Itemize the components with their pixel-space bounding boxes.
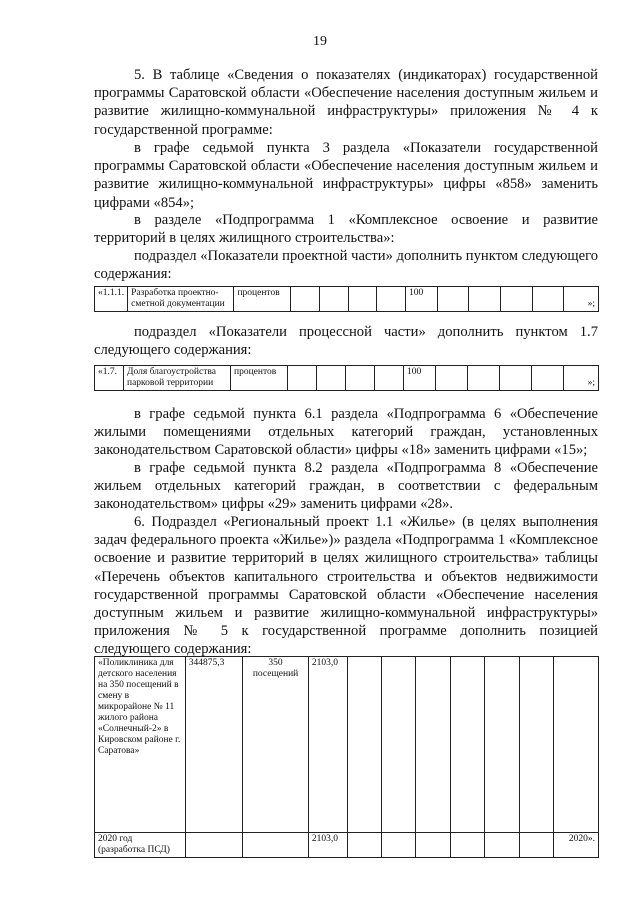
empty-cell — [437, 287, 469, 312]
empty-cell — [317, 366, 346, 391]
year-amount: 2103,0 — [308, 833, 347, 858]
empty-cell — [532, 366, 564, 391]
empty-cell — [320, 287, 349, 312]
empty-cell — [485, 833, 519, 858]
object-capacity: 350 посещений — [243, 657, 309, 833]
empty-cell — [436, 366, 468, 391]
paragraph-subprogram-6: в графе седьмой пункта 6.1 раздела «Подпрограмма 6 «Обеспечение жилыми помещениями отдельных категорий граждан, установленных законодательством Саратовской области» цифры «18» заменить цифрами «15»; — [94, 406, 598, 459]
indicator-table-1-7 — [94, 365, 599, 391]
row-number: «1.7. — [95, 366, 124, 391]
paragraph-subprogram-1: в разделе «Подпрограмма 1 «Комплексное освоение и развитие территорий в целях жилищного строительства»: — [94, 212, 598, 247]
year-label: 2020 год (разработка ПСД) — [95, 833, 186, 858]
empty-cell — [346, 366, 375, 391]
empty-cell — [243, 833, 309, 858]
empty-cell — [185, 833, 242, 858]
row-end: 2020». — [554, 833, 599, 858]
paragraph-5-intro: 5. В таблице «Сведения о показателях (индикаторах) государственной программы Саратовской области «Обеспечение населения доступным жильем и развитие жилищно-коммунальной инфраструктуры» приложения № 4 к государственной программе: — [94, 67, 598, 138]
empty-cell — [485, 657, 519, 833]
paragraph-subprogram-8: в графе седьмой пункта 8.2 раздела «Подпрограмма 8 «Обеспечение жильем отдельных категорий граждан, в соответствии с федеральным законодательством» цифры «29» заменить цифрами «28». — [94, 460, 598, 513]
empty-cell — [501, 287, 533, 312]
object-name: «Поликлиника для детского населения на 350 посещений в смену в микрорайоне № 11 жилого района «Солнечный-2» в Кировском районе г. Саратова» — [95, 657, 186, 833]
indicator-name: Разработка проектно-сметной документации — [128, 287, 234, 312]
empty-cell — [416, 833, 450, 858]
indicator-value: 100 — [404, 366, 436, 391]
row-number: «1.1.1. — [95, 287, 128, 312]
indicator-value: 100 — [405, 287, 437, 312]
indicator-table-1-1-1 — [94, 286, 599, 312]
empty-cell — [450, 657, 484, 833]
indicator-unit: процентов — [231, 366, 288, 391]
indicator-name: Доля благоустройства парковой территории — [124, 366, 231, 391]
empty-cell — [416, 657, 450, 833]
row-end: »; — [564, 366, 599, 391]
empty-cell — [347, 833, 381, 858]
empty-cell — [468, 366, 500, 391]
paragraph-process-part: подраздел «Показатели процессной части» дополнить пунктом 1.7 следующего содержания: — [94, 324, 598, 359]
empty-cell — [469, 287, 501, 312]
empty-cell — [347, 657, 381, 833]
empty-cell — [377, 287, 406, 312]
empty-cell — [554, 657, 599, 833]
page-number: 19 — [313, 34, 327, 49]
empty-cell — [500, 366, 532, 391]
empty-cell — [519, 833, 553, 858]
empty-cell — [291, 287, 320, 312]
financing-amount: 2103,0 — [308, 657, 347, 833]
paragraph-project-part: подраздел «Показатели проектной части» дополнить пунктом следующего содержания: — [94, 248, 598, 283]
empty-cell — [381, 833, 415, 858]
empty-cell — [288, 366, 317, 391]
empty-cell — [532, 287, 564, 312]
empty-cell — [348, 287, 377, 312]
indicator-unit: процентов — [234, 287, 291, 312]
empty-cell — [519, 657, 553, 833]
object-cost: 344875,3 — [185, 657, 242, 833]
paragraph-6-regional-project: 6. Подраздел «Региональный проект 1.1 «Жилье» (в целях выполнения задач федерального проекта «Жилье»)» раздела «Подпрограмма 1 «Комплексное освоение и развитие территорий в целях жилищного строительства» таблицы «Перечень объектов капитального строительства и объектов недвижимости государственной программы Саратовской области «Обеспечение населения доступным жильем и развитие жилищно-коммунальной инфраструктуры» приложения № 5 к государственной программе дополнить позицией следующего содержания: — [94, 514, 598, 658]
empty-cell — [381, 657, 415, 833]
empty-cell — [450, 833, 484, 858]
paragraph-indicator-change: в графе седьмой пункта 3 раздела «Показатели государственной программы Саратовской области «Обеспечение населения доступным жильем и развитие жилищно-коммунальной инфраструктуры» цифры «858» заменить цифрами «854»; — [94, 140, 598, 211]
row-end: »; — [564, 287, 599, 312]
capital-objects-table — [94, 656, 599, 858]
empty-cell — [375, 366, 404, 391]
